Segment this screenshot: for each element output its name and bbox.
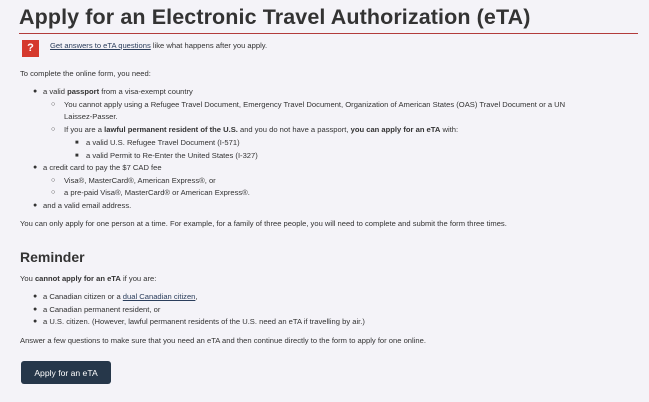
passport-bold: passport: [67, 87, 100, 96]
passport-note-line-2: Laissez-Passer.: [64, 112, 118, 121]
help-line: [50, 41, 267, 50]
page-title: Apply for an Electronic Travel Authorization (eTA): [19, 5, 531, 29]
bullet-disc-icon: ●: [33, 293, 38, 300]
passport-note-line-1: You cannot apply using a Refugee Travel Document, Emergency Travel Document, Organization of American States (OAS) Travel Document or a UN: [64, 100, 566, 109]
card-type: a pre-paid Visa®, MasterCard® or American Express®.: [64, 188, 250, 197]
eta-questions-link[interactable]: Get answers to eTA questions: [50, 41, 151, 50]
bullet-disc-icon: ●: [33, 88, 38, 95]
requirement-email: and a valid email address.: [43, 201, 132, 210]
pr-item: a valid U.S. Refugee Travel Document (I-571): [86, 138, 240, 147]
pr-prefix: If you are a: [64, 125, 105, 134]
reminder-lead-suffix: if you are:: [120, 274, 157, 283]
closing-text: Answer a few questions to make sure that you need an eTA and then continue directly to the form to apply for one online.: [20, 336, 426, 345]
reminder-item-3: a U.S. citizen. (However, lawful permanent residents of the U.S. need an eTA if travelling by air.): [43, 317, 365, 326]
card-type: Visa®, MasterCard®, American Express®, or: [64, 176, 216, 185]
reminder-item-1-prefix: a Canadian citizen or a: [43, 292, 123, 301]
bullet-circle-icon: ○: [51, 126, 56, 133]
reminder-item-1-suffix: ,: [195, 292, 198, 301]
passport-prefix: a valid: [43, 87, 68, 96]
reminder-lead: [20, 274, 156, 284]
pr-note: [64, 125, 458, 135]
pr-bold-2: you can apply for an eTA: [350, 125, 441, 134]
pr-item: a valid Permit to Re-Enter the United States (I-327): [86, 151, 258, 160]
requirement-passport: [43, 87, 193, 97]
pr-middle: and you do not have a passport,: [237, 125, 351, 134]
requirement-credit-card: a credit card to pay the $7 CAD fee: [43, 163, 162, 172]
reminder-item-2: a Canadian permanent resident, or: [43, 305, 161, 314]
apply-for-eta-button[interactable]: Apply for an eTA: [21, 361, 111, 384]
reminder-heading: Reminder: [20, 249, 85, 265]
bullet-disc-icon: ●: [33, 164, 38, 171]
one-person-note: You can only apply for one person at a time. For example, for a family of three people, you will need to complete and submit the form three times.: [20, 219, 507, 228]
bullet-circle-icon: ○: [51, 189, 56, 196]
intro-text: To complete the online form, you need:: [20, 69, 151, 78]
help-question-icon: ?: [22, 40, 39, 57]
bullet-circle-icon: ○: [51, 177, 56, 184]
help-line-suffix: like what happens after you apply.: [150, 41, 268, 50]
reminder-lead-bold: cannot apply for an eTA: [34, 274, 121, 283]
reminder-lead-prefix: You: [20, 274, 35, 283]
pr-suffix: with:: [440, 125, 459, 134]
reminder-item-1: [43, 292, 198, 302]
bullet-disc-icon: ●: [33, 318, 38, 325]
bullet-square-icon: ■: [75, 153, 79, 159]
passport-suffix: from a visa-exempt country: [99, 87, 193, 96]
pr-bold-1: lawful permanent resident of the U.S.: [104, 125, 238, 134]
bullet-disc-icon: ●: [33, 306, 38, 313]
title-divider: [19, 33, 638, 34]
bullet-disc-icon: ●: [33, 202, 38, 209]
bullet-circle-icon: ○: [51, 101, 56, 108]
dual-citizen-link[interactable]: dual Canadian citizen: [122, 292, 196, 301]
bullet-square-icon: ■: [75, 140, 79, 146]
